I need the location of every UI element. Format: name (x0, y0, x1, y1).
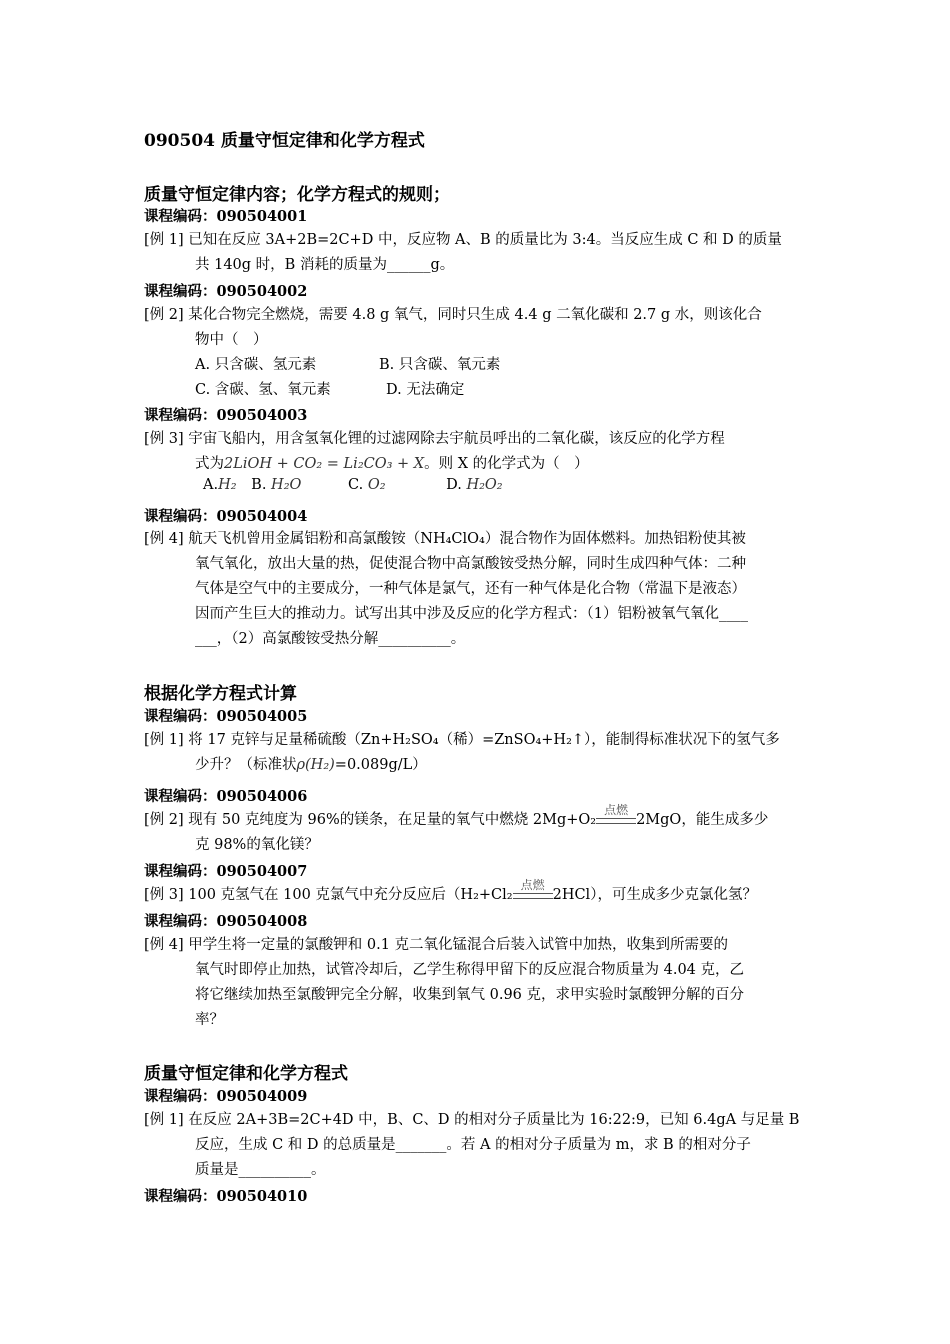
question-line: 克 98%的氧化镁？ (195, 837, 319, 853)
question-line: [例 1] 将 17 克锌与足量稀硫酸（Zn+H₂SO₄（稀）=ZnSO₄+H₂↑），能制得标准状况下的氢气多 (144, 732, 780, 748)
question-block (144, 728, 810, 778)
option-formula: H₂O₂ (466, 477, 503, 493)
section-title-1: 质量守恒定律内容；化学方程式的规则； (144, 185, 450, 205)
section-title-2: 根据化学方程式计算 (144, 684, 297, 704)
option-a: A. 只含碳、氢元素 (195, 357, 317, 373)
question-block (144, 228, 810, 278)
question-text: [例 2] 现有 50 克纯度为 96%的镁条，在足量的氧气中燃烧 2Mg+O₂ (144, 812, 597, 828)
question-block (144, 933, 810, 1033)
option-a (203, 477, 237, 493)
question-line: ___，（2）高氯酸铵受热分解__________。 (195, 631, 466, 647)
question-block (144, 1108, 810, 1183)
option-label: A. (203, 477, 219, 493)
document-title: 090504 质量守恒定律和化学方程式 (144, 131, 425, 151)
question-text: 2HCl），可生成多少克氯化氢？ (552, 887, 757, 903)
option-b (251, 477, 301, 493)
options-row (203, 477, 503, 493)
option-b: B. 只含碳、氧元素 (379, 357, 501, 373)
question-line: [例 3] 宇宙飞船内，用含氢氧化锂的过滤网除去宇航员呼出的二氧化碳，该反应的化学方程 (144, 431, 725, 447)
options-row (195, 378, 464, 399)
question-line: [例 2] 某化合物完全燃烧，需要 4.8 g 氧气，同时只生成 4.4 g 二氧化碳和 2.7 g 水，则该化合 (144, 307, 762, 323)
question-line: 氧气氧化，放出大量的热，促使混合物中高氯酸铵受热分解，同时生成四种气体：二种 (195, 556, 746, 572)
question-line (144, 878, 810, 908)
course-code: 课程编码：090504007 (144, 863, 308, 880)
question-line: 质量是__________。 (195, 1162, 326, 1178)
question-text: 少升？（标准状 (195, 757, 297, 773)
option-c: C. 含碳、氢、氧元素 (195, 382, 331, 398)
question-text: [例 3] 100 克氢气在 100 克氯气中充分反应后（H₂+Cl₂ (144, 887, 513, 903)
option-formula: H₂ (218, 477, 237, 493)
course-code: 课程编码：090504003 (144, 407, 308, 424)
question-line: 气体是空气中的主要成分，一种气体是氯气，还有一种气体是化合物（常温下是液态） (195, 581, 746, 597)
equation: 2LiOH + CO₂ = Li₂CO₃ + X (224, 456, 425, 472)
options-row (195, 353, 500, 374)
option-label: D. (446, 477, 462, 493)
question-text: 。则 X 的化学式为（ ） (424, 456, 589, 472)
question-text: 式为 (195, 456, 224, 472)
question-block (144, 527, 810, 652)
condition-label: 点燃 (604, 803, 629, 817)
option-d: D. 无法确定 (386, 382, 465, 398)
question-block (144, 878, 810, 908)
question-line: 共 140g 时，B 消耗的质量为______g。 (195, 257, 455, 273)
question-block (144, 803, 810, 858)
option-c (348, 477, 386, 493)
condition-label: 点燃 (520, 878, 545, 892)
question-line: 因而产生巨大的推动力。试写出其中涉及反应的化学方程式：（1）铝粉被氧气氧化____ (195, 606, 748, 622)
reaction-condition (596, 803, 636, 824)
question-block (144, 427, 810, 477)
question-line: 将它继续加热至氯酸钾完全分解，收集到氧气 0.96 克，求甲实验时氯酸钾分解的百分 (195, 987, 745, 1003)
option-formula: H₂O (271, 477, 302, 493)
option-label: B. (251, 477, 267, 493)
question-line (144, 753, 810, 778)
section-title-3: 质量守恒定律和化学方程式 (144, 1064, 348, 1084)
question-text: 2MgO，能生成多少 (636, 812, 769, 828)
option-formula: O₂ (367, 477, 386, 493)
question-text: =0.089g/L） (334, 757, 427, 773)
course-code: 课程编码：090504008 (144, 913, 308, 930)
question-line: 率？ (195, 1012, 224, 1028)
question-block (144, 303, 810, 353)
question-line: [例 1] 在反应 2A+3B=2C+4D 中，B、C、D 的相对分子质量比为 16:22:9，已知 6.4gA 与足量 B (144, 1112, 800, 1128)
question-line (144, 452, 810, 477)
option-label: C. (348, 477, 364, 493)
course-code: 课程编码：090504009 (144, 1088, 308, 1105)
question-line: [例 1] 已知在反应 3A+2B=2C+D 中，反应物 A、B 的质量比为 3:4。当反应生成 C 和 D 的质量 (144, 232, 782, 248)
course-code: 课程编码：090504005 (144, 708, 308, 725)
course-code: 课程编码：090504004 (144, 508, 308, 525)
question-line: [例 4] 航天飞机曾用金属铝粉和高氯酸铵（NH₄ClO₄）混合物作为固体燃料。加热铝粉使其被 (144, 531, 746, 547)
reaction-condition (513, 878, 553, 899)
question-line: [例 4] 甲学生将一定量的氯酸钾和 0.1 克二氧化锰混合后装入试管中加热，收集到所需要的 (144, 937, 729, 953)
density-symbol: ρ(H₂) (296, 757, 335, 773)
question-line: 物中（ ） (195, 332, 268, 348)
question-line: 氧气时即停止加热，试管冷却后，乙学生称得甲留下的反应混合物质量为 4.04 克，乙 (195, 962, 745, 978)
course-code: 课程编码：090504010 (144, 1188, 308, 1205)
course-code: 课程编码：090504006 (144, 788, 308, 805)
question-line: 反应，生成 C 和 D 的总质量是_______。若 A 的相对分子质量为 m，求 B 的相对分子 (195, 1137, 751, 1153)
course-code: 课程编码：090504001 (144, 208, 308, 225)
option-d (446, 477, 503, 493)
course-code: 课程编码：090504002 (144, 283, 308, 300)
question-line (144, 803, 810, 833)
